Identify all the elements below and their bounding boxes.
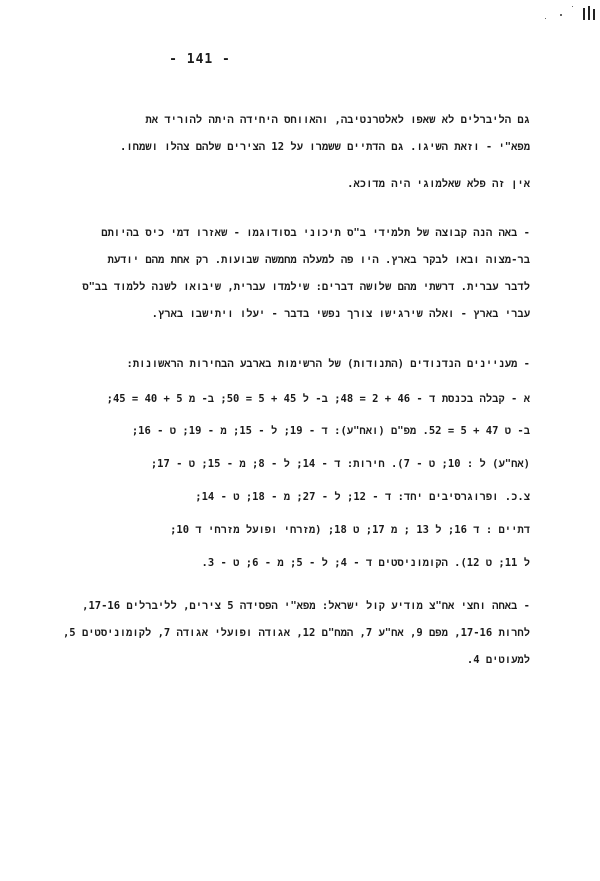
scan-speck (572, 6, 573, 7)
scan-mark (588, 6, 590, 20)
text-line: למעוטים 4. (466, 654, 530, 666)
text-line: גם הליברלים לא שאפו לאלטרנטיבה, והאווחס היחידה היתה להוריד את (145, 114, 530, 126)
text-line: ב- ט 47 + 5 = 52. מפ"ם (ואח"ע): ד - 19; ל - 15; מ - 19; ט - 16; (131, 425, 530, 437)
scan-mark (583, 8, 585, 20)
text-line: עברי בארץ - ואלה שירגישו צורך נפשי בדבר - יעלו ויתישבו בארץ. (151, 308, 530, 320)
scan-mark (593, 9, 595, 20)
text-line: בר-מצוה ובאו לבקר בארץ. היו פה למעלה מחמשה שבועות. רק אחת מהם יודעת (107, 254, 530, 266)
text-line: לחרות 17-16, מפם 9, אח"ע 7, המח"ם 12, אגודה ופועלי אגודה 7, לקומוניסטים 5, (62, 627, 530, 639)
text-line: - באה הנה קבוצה של תלמידי ב"ס תיכוני בסודוגמו - שאזרו דמי כיס בהיותם (101, 227, 530, 239)
page-number: - 141 - (169, 52, 231, 67)
text-line: - באחה וחצי אח"צ מודיע קול ישראל: מפא"י הפסידה 5 צירים, לליברלים 17-16, (82, 600, 530, 612)
text-line: (אח"ע) ל : 10; ט - 7). חירות: ד - 14; ל - 8; מ - 15; ט - 17; (150, 458, 530, 470)
text-line: דתיים : ד 16; ל 13 ; מ 17; ט 18; (מזרחי ופועל מזרחי ד 10; (170, 524, 530, 536)
text-line: - מעניינים הנדנודים (התנודות) של הרשימות בארבע הבחירות הראשונות: (126, 358, 530, 370)
text-line: א - קבלה בכנסת ד - 46 + 2 = 48; ב- ל 45 + 5 = 50; ב- מ 5 + 40 = 45; (106, 393, 530, 405)
text-line: לדבר עברית. דרשתי מהם שלושה דברים: שילמדו עברית, שיבואו לשנה ללמוד בב"ס (82, 281, 530, 293)
text-line: אין זה פלא שאלמוגי היה מדוכא. (347, 178, 530, 190)
scan-speck (545, 18, 546, 19)
text-line: מפא"י - וזאת השיגו. גם הדתיים ששמרו על 12 הצירים שלהם צהלו ושמחו. (120, 141, 530, 153)
text-line: צ.כ. ופרוגרסיבים יחד: ד - 12; ל - 27; מ - 18; ט - 14; (195, 491, 530, 503)
scan-speck (560, 14, 562, 16)
text-line: ל 11; ט 12). הקומוניסטים ד - 4; ל - 5; מ - 6; ט - 3. (201, 557, 530, 569)
